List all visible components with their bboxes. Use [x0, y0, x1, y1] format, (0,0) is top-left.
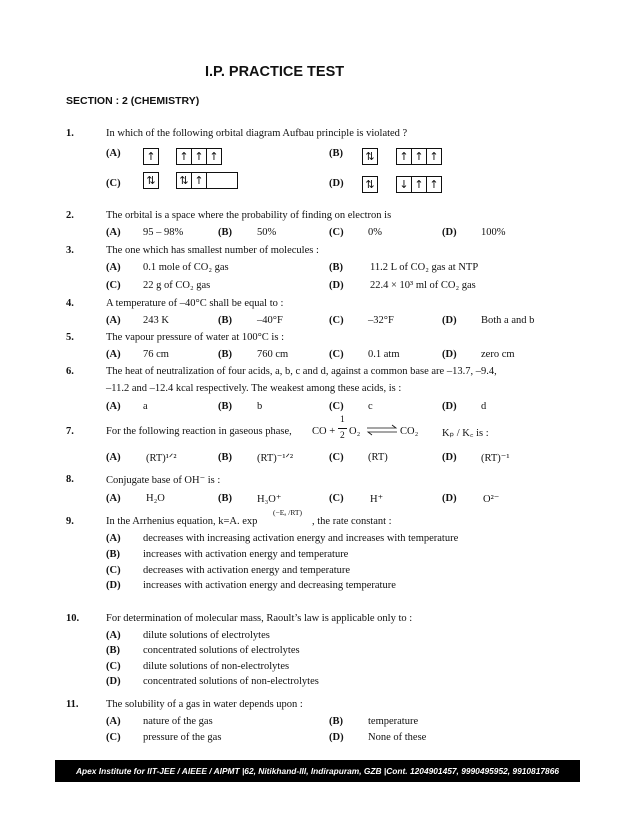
- option-label: (C): [329, 227, 344, 238]
- question-number: 3.: [66, 245, 74, 256]
- orbital-box-2p-d: ↓ ↑ ↑: [396, 176, 442, 193]
- question-text-continued: –11.2 and –12.4 kcal respectively. The weakest among these acids, is :: [106, 383, 402, 394]
- option-label: (C): [106, 661, 121, 672]
- option-text: 22 g of CO₂ gas: [143, 280, 211, 291]
- option-label: (B): [218, 227, 232, 238]
- option-text: decreases with increasing activation energy and increases with temperature: [143, 533, 459, 544]
- option-label: (A): [106, 716, 121, 727]
- option-text: b: [257, 401, 263, 412]
- option-label: (C): [329, 315, 344, 326]
- question-text: A temperature of –40°C shall be equal to :: [106, 298, 284, 309]
- option-text: d: [481, 401, 487, 412]
- option-label: (D): [442, 315, 457, 326]
- fraction-denominator: 2: [340, 431, 345, 441]
- option-label: (D): [442, 227, 457, 238]
- option-label: (D): [442, 349, 457, 360]
- option-label: (D): [329, 280, 344, 291]
- footer-banner: Apex Institute for IIT-JEE / AIEEE / AIPMT |62, Nitikhand-III, Indirapuram, GZB |Cont. 1204901457, 9990495952, 9910817866: [55, 760, 580, 782]
- question-number: 2.: [66, 210, 74, 221]
- kp-kc-text: Kₚ / K꜀ is :: [442, 428, 489, 439]
- option-label: (C): [106, 565, 121, 576]
- option-label: (A): [106, 493, 121, 504]
- orbital-box-2p-b: ↑ ↑ ↑: [396, 148, 442, 165]
- option-text: a: [143, 401, 148, 412]
- option-text: (RT)⁻¹ᐟ²: [257, 453, 294, 464]
- option-text: 11.2 L of CO₂ gas at NTP: [370, 262, 479, 273]
- option-label: (A): [106, 533, 121, 544]
- question-text: In the Arrhenius equation, k=A. exp: [106, 516, 258, 527]
- option-label: (B): [218, 452, 232, 463]
- option-text: 760 cm: [257, 349, 289, 360]
- option-text: None of these: [368, 732, 427, 743]
- option-label: (D): [442, 452, 457, 463]
- orbital-box-1s-b: ⇅: [362, 148, 378, 165]
- option-label: (D): [106, 580, 121, 591]
- reaction-product: CO₂: [400, 426, 419, 437]
- option-label: (C): [329, 493, 344, 504]
- question-text: The vapour pressure of water at 100°C is :: [106, 332, 284, 343]
- option-text: nature of the gas: [143, 716, 213, 727]
- option-label: (C): [106, 178, 121, 189]
- option-label: (A): [106, 148, 121, 159]
- question-number: 5.: [66, 332, 74, 343]
- option-text: c: [368, 401, 373, 412]
- option-label: (D): [442, 401, 457, 412]
- option-text: 22.4 × 10³ ml of CO₂ gas: [370, 280, 476, 291]
- option-text: increases with activation energy and decreasing temperature: [143, 580, 396, 591]
- option-label: (A): [106, 315, 121, 326]
- option-text: dilute solutions of non-electrolytes: [143, 661, 290, 672]
- option-text: 0.1 mole of CO₂ gas: [143, 262, 229, 273]
- option-label: (D): [106, 676, 121, 687]
- option-label: (A): [106, 630, 121, 641]
- option-text: H₂O: [146, 493, 165, 504]
- option-label: (C): [329, 401, 344, 412]
- option-label: (B): [218, 493, 232, 504]
- option-text: 0%: [368, 227, 382, 238]
- option-text: concentrated solutions of electrolytes: [143, 645, 300, 656]
- option-text: 95 – 98%: [143, 227, 184, 238]
- option-label: (C): [106, 280, 121, 291]
- option-label: (B): [106, 549, 120, 560]
- option-text: (RT)¹ᐟ²: [146, 453, 177, 464]
- orbital-box-2p-c: ⇅ ↑: [176, 172, 238, 189]
- fraction-bar: [338, 428, 347, 429]
- option-text: O²⁻: [483, 494, 500, 505]
- question-number: 6.: [66, 366, 74, 377]
- question-number: 7.: [66, 426, 74, 437]
- question-text: The solubility of a gas in water depends upon :: [106, 699, 303, 710]
- orbital-box-2p-a: ↑ ↑ ↑: [176, 148, 222, 165]
- page-title: I.P. PRACTICE TEST: [205, 64, 345, 80]
- question-number: 8.: [66, 474, 74, 485]
- option-label: (C): [329, 349, 344, 360]
- option-text: (RT)⁻¹: [481, 453, 510, 464]
- option-label: (A): [106, 349, 121, 360]
- section-heading: SECTION : 2 (CHEMISTRY): [66, 95, 200, 107]
- exponent-text: (−Eₐ /RT): [273, 508, 302, 517]
- question-text: For determination of molecular mass, Raoult’s law is applicable only to :: [106, 613, 413, 624]
- option-label: (D): [442, 493, 457, 504]
- question-text: Conjugate base of OH⁻ is :: [106, 475, 221, 486]
- option-label: (A): [106, 262, 121, 273]
- option-label: (A): [106, 227, 121, 238]
- question-text: The heat of neutralization of four acids, a, b, c and d, against a common base are –13.7, –9.4,: [106, 366, 497, 377]
- option-text: –40°F: [257, 315, 283, 326]
- option-text: 76 cm: [143, 349, 169, 360]
- option-label: (B): [218, 401, 232, 412]
- option-text: (RT): [368, 452, 388, 463]
- option-text: temperature: [368, 716, 419, 727]
- option-text: H₃O⁺: [257, 494, 282, 505]
- option-text: 0.1 atm: [368, 349, 400, 360]
- question-number: 10.: [66, 613, 80, 624]
- option-label: (D): [329, 732, 344, 743]
- option-label: (B): [218, 349, 232, 360]
- option-text: 100%: [481, 227, 506, 238]
- reaction-reactant: CO +: [312, 426, 336, 437]
- option-text: zero cm: [481, 349, 515, 360]
- option-label: (A): [106, 452, 121, 463]
- option-label: (B): [106, 645, 120, 656]
- option-label: (C): [329, 452, 344, 463]
- option-label: (A): [106, 401, 121, 412]
- option-text: increases with activation energy and temperature: [143, 549, 349, 560]
- question-text: The one which has smallest number of molecules :: [106, 245, 319, 256]
- option-label: (B): [329, 716, 343, 727]
- equilibrium-arrow-icon: [366, 424, 398, 439]
- option-text: –32°F: [368, 315, 394, 326]
- option-text: H⁺: [370, 494, 384, 505]
- question-text: In which of the following orbital diagram Aufbau principle is violated ?: [106, 128, 408, 139]
- option-text: 50%: [257, 227, 277, 238]
- question-number: 9.: [66, 516, 74, 527]
- question-number: 11.: [66, 699, 79, 710]
- option-label: (B): [329, 262, 343, 273]
- orbital-box-1s-c: ⇅: [143, 172, 159, 189]
- option-text: decreases with activation energy and temperature: [143, 565, 351, 576]
- question-number: 4.: [66, 298, 74, 309]
- question-number: 1.: [66, 128, 74, 139]
- option-text: pressure of the gas: [143, 732, 222, 743]
- option-text: Both a and b: [481, 315, 535, 326]
- fraction-numerator: 1: [340, 415, 345, 425]
- question-text-end: , the rate constant :: [312, 516, 392, 527]
- option-label: (B): [218, 315, 232, 326]
- option-text: concentrated solutions of non-electrolytes: [143, 676, 319, 687]
- orbital-box-1s-a: ↑: [143, 148, 159, 165]
- orbital-box-1s-d: ⇅: [362, 176, 378, 193]
- question-text: The orbital is a space where the probability of finding on electron is: [106, 210, 392, 221]
- option-text: dilute solutions of electrolytes: [143, 630, 270, 641]
- option-label: (C): [106, 732, 121, 743]
- reaction-oxygen: O₂: [349, 426, 361, 437]
- option-label: (B): [329, 148, 343, 159]
- option-text: 243 K: [143, 315, 169, 326]
- question-text: For the following reaction in gaseous phase,: [106, 426, 292, 437]
- option-label: (D): [329, 178, 344, 189]
